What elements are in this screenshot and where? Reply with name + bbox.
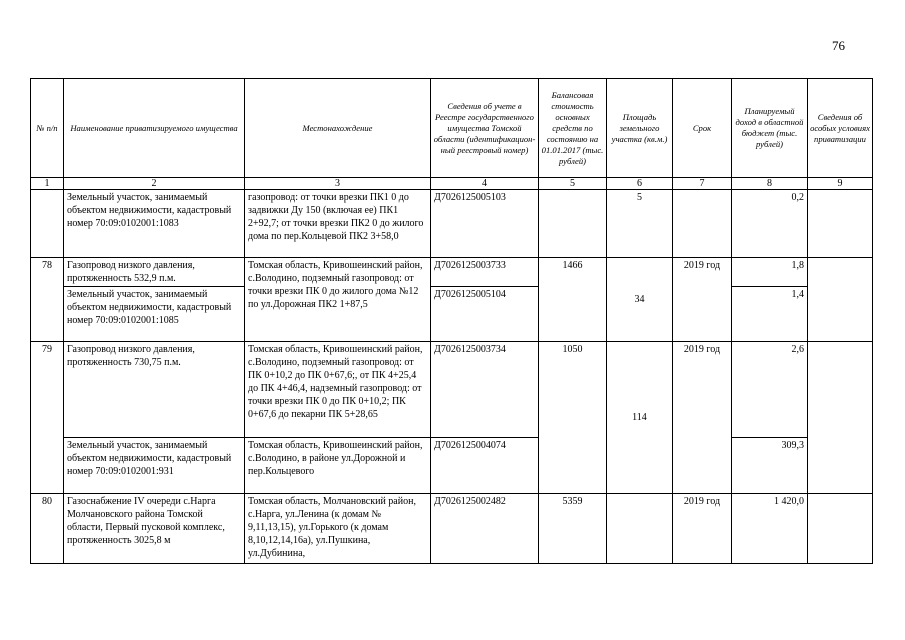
row-num: 79: [31, 342, 64, 494]
row-income: 0,2: [732, 190, 808, 258]
row-name: Земельный участок, занимаемый объектом недвижимости, кадастровый номер 70:09:0102001:1083: [64, 190, 245, 258]
row-location: Томская область, Кривошеинский район, с.Володино, подземный газопровод: от точки врезки ПК 0 до жилого дома №12 по ул.Дорожная ПК2 1+87,5: [245, 258, 431, 342]
table-row: [31, 190, 873, 258]
row-location: газопровод: от точки врезки ПК1 0 до задвижки Ду 150 (включая ее) ПК1 2+92,7; от точки врезки ПК2 0 до жилого дома по пер.Кольцевой ПК2 3+58,0: [245, 190, 431, 258]
row-income: 1,8: [732, 258, 808, 287]
row-conditions: [808, 258, 873, 342]
column-number: 7: [673, 178, 732, 190]
row-balance: 5359: [539, 494, 607, 564]
row-income: 2,6: [732, 342, 808, 438]
column-number: 2: [64, 178, 245, 190]
row-area: 114: [607, 342, 673, 494]
column-number: 9: [808, 178, 873, 190]
row-registry: Д7026125003733: [431, 258, 539, 287]
header-location: Местонахождение: [245, 79, 431, 178]
row-balance: 1050: [539, 342, 607, 494]
row-location: Томская область, Кривошеинский район, с.Володино, в районе ул.Дорожной и пер.Кольцевого: [245, 438, 431, 494]
column-number: 8: [732, 178, 808, 190]
row-conditions: [808, 494, 873, 564]
table-row: [31, 287, 873, 342]
header-num: № п/п: [31, 79, 64, 178]
row-location: Томская область, Кривошеинский район, с.Володино, подземный газопровод: от ПК 0+10,2 до ПК 0+67,6;, от ПК 4+25,4 до ПК 4+46,4, надземный газопровод: от точки врезки ПК 0 до ПК 0+10,2; ПК 0+67,6 до пекарни ПК 5+28,65: [245, 342, 431, 438]
row-term: 2019 год: [673, 494, 732, 564]
row-term: 2019 год: [673, 342, 732, 494]
row-term: 2019 год: [673, 258, 732, 342]
row-income: 1 420,0: [732, 494, 808, 564]
row-registry: Д7026125004074: [431, 438, 539, 494]
row-name: Газоснабжение IV очереди с.Нарга Молчановского района Томской области, Первый пусковой комплекс, протяженность 3025,8 м: [64, 494, 245, 564]
column-number: 4: [431, 178, 539, 190]
row-registry: Д7026125005104: [431, 287, 539, 342]
row-balance: 1466: [539, 258, 607, 342]
row-num: 80: [31, 494, 64, 564]
table-row: [31, 494, 873, 564]
row-income: 1,4: [732, 287, 808, 342]
column-number: 3: [245, 178, 431, 190]
table-row: [31, 342, 873, 438]
row-area: [607, 494, 673, 564]
header-conditions: Сведения об особых условиях приватизации: [808, 79, 873, 178]
row-registry: Д7026125003734: [431, 342, 539, 438]
column-number: 5: [539, 178, 607, 190]
table-row: [31, 438, 873, 494]
row-income: 309,3: [732, 438, 808, 494]
row-registry: Д7026125002482: [431, 494, 539, 564]
row-registry: Д7026125005103: [431, 190, 539, 258]
header-name: Наименование приватизируемого имущества: [64, 79, 245, 178]
row-conditions: [808, 190, 873, 258]
header-row: [31, 79, 873, 178]
header-balance: Балансовая стоимость основных средств по состоянию на 01.01.2017 (тыс. рублей): [539, 79, 607, 178]
row-num: [31, 190, 64, 258]
header-income: Планируемый доход в областной бюджет (тыс. рублей): [732, 79, 808, 178]
row-name: Газопровод низкого давления, протяженность 532,9 п.м.: [64, 258, 245, 287]
row-balance: [539, 190, 607, 258]
column-number-row: [31, 178, 873, 190]
row-area: 5: [607, 190, 673, 258]
privatization-table: [30, 78, 873, 564]
header-area: Площадь земельного участка (кв.м.): [607, 79, 673, 178]
row-name: Земельный участок, занимаемый объектом недвижимости, кадастровый номер 70:09:0102001:1085: [64, 287, 245, 342]
row-name: Земельный участок, занимаемый объектом недвижимости, кадастровый номер 70:09:0102001:931: [64, 438, 245, 494]
row-location: Томская область, Молчановский район, с.Нарга, ул.Ленина (к домам № 9,11,13,15), ул.Горького (к домам 8,10,12,14,16а), ул.Пушкина, ул.Дубинина,: [245, 494, 431, 564]
row-area: 34: [607, 258, 673, 342]
table-row: [31, 258, 873, 287]
row-term: [673, 190, 732, 258]
row-conditions: [808, 342, 873, 494]
row-num: 78: [31, 258, 64, 342]
header-term: Срок: [673, 79, 732, 178]
column-number: 1: [31, 178, 64, 190]
page-number: 76: [832, 38, 845, 53]
row-name: Газопровод низкого давления, протяженность 730,75 п.м.: [64, 342, 245, 438]
column-number: 6: [607, 178, 673, 190]
header-registry: Сведения об учете в Реестре государственного имущества Томской области (идентификацион-ный реестровый номер): [431, 79, 539, 178]
